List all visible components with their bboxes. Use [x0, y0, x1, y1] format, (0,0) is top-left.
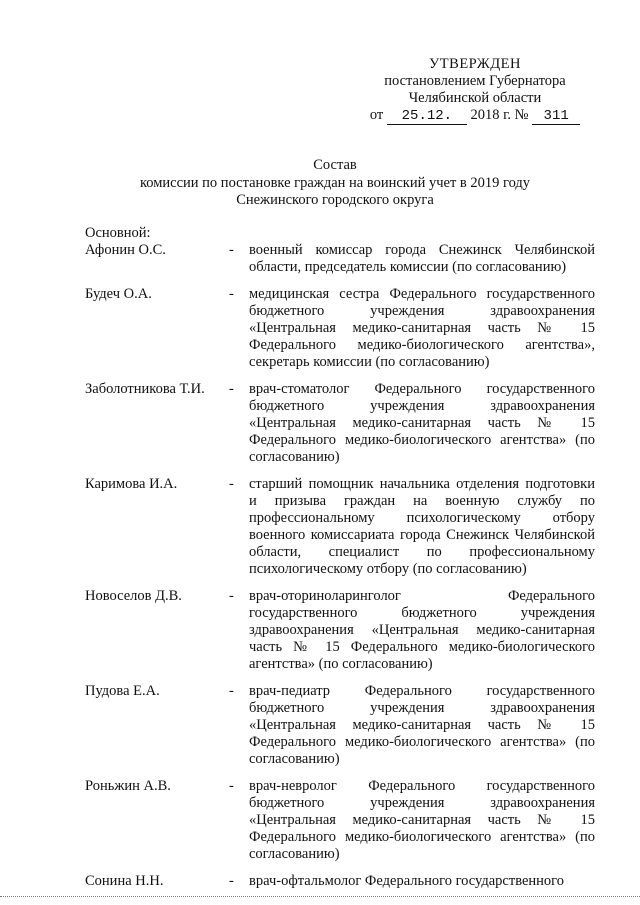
- member-name: Новоселов Д.В.: [85, 588, 182, 604]
- members-list: [85, 242, 595, 900]
- member-row: [85, 381, 595, 466]
- member-description: врач-стоматолог Федерального государственного бюджетного учреждения здравоохранения «Центральная медико-санитарная часть № 15 Федерального медико-биологического агентства» (по согласованию): [249, 381, 595, 465]
- approval-date-line: [360, 107, 590, 125]
- member-name: Сонина Н.Н.: [85, 873, 164, 889]
- member-dash: -: [229, 381, 234, 397]
- date-prefix: от: [369, 107, 384, 123]
- member-name: Заболотникова Т.И.: [85, 381, 205, 397]
- member-dash: -: [229, 588, 234, 604]
- member-row: [85, 873, 595, 890]
- title-line-3: Снежинского городского округа: [236, 192, 434, 208]
- page-bottom-edge: [0, 896, 640, 897]
- member-row: [85, 778, 595, 863]
- member-row: [85, 476, 595, 578]
- member-name: Роньжин А.В.: [85, 778, 171, 794]
- approval-title: УТВЕРЖДЕН: [429, 56, 521, 72]
- member-dash: -: [229, 242, 234, 258]
- member-description: врач-офтальмолог Федерального государственного: [249, 873, 564, 889]
- section-label: Основной:: [85, 225, 151, 241]
- member-description: медицинская сестра Федерального государственного бюджетного учреждения здравоохранения «Центральная медико-санитарная часть № 15 Федерального медико-биологического агентства», секретарь комиссии (по согласованию): [249, 286, 595, 370]
- document-title: [0, 157, 640, 210]
- member-row: [85, 242, 595, 276]
- member-description: врач-невролог Федерального государственного бюджетного учреждения здравоохранения «Центральная медико-санитарная часть № 15 Федерального медико-биологического агентства» (по согласованию): [249, 778, 595, 862]
- member-dash: -: [229, 683, 234, 699]
- member-name: Пудова Е.А.: [85, 683, 160, 699]
- approval-line-2: Челябинской области: [408, 90, 542, 106]
- member-description: врач-педиатр Федерального государственного бюджетного учреждения здравоохранения «Центральная медико-санитарная часть № 15 Федерального медико-биологического агентства» (по согласованию): [249, 683, 595, 767]
- member-description: врач-оториноларинголог Федерального государственного бюджетного учреждения здравоохранения «Центральная медико-санитарная часть № 15 Федерального медико-биологического агентства» (по согласованию): [249, 588, 595, 672]
- member-dash: -: [229, 873, 234, 889]
- member-name: Афонин О.С.: [85, 242, 166, 258]
- approval-date: 25.12.: [387, 109, 467, 125]
- member-name: Каримова И.А.: [85, 476, 178, 492]
- member-row: [85, 588, 595, 673]
- title-line-2: комиссии по постановке граждан на воинский учет в 2019 году: [139, 174, 531, 191]
- member-row: [85, 286, 595, 371]
- approval-block: [360, 56, 590, 125]
- member-dash: -: [229, 476, 234, 492]
- member-dash: -: [229, 286, 234, 302]
- approval-line-1: постановлением Губернатора: [384, 73, 566, 89]
- title-line-1: Состав: [313, 157, 357, 173]
- member-row: [85, 683, 595, 768]
- year-text: 2018 г. №: [470, 107, 529, 123]
- member-name: Будеч О.А.: [85, 286, 152, 302]
- approval-number: 311: [532, 109, 580, 125]
- member-description: старший помощник начальника отделения подготовки и призыва граждан на военную службу по профессиональному психологическому отбору военного комиссариата города Снежинск Челябинской области, специалист по профессиональному психологическому отбору (по согласованию): [249, 476, 595, 577]
- member-description: военный комиссар города Снежинск Челябинской области, председатель комиссии (по согласованию): [249, 242, 595, 275]
- member-dash: -: [229, 778, 234, 794]
